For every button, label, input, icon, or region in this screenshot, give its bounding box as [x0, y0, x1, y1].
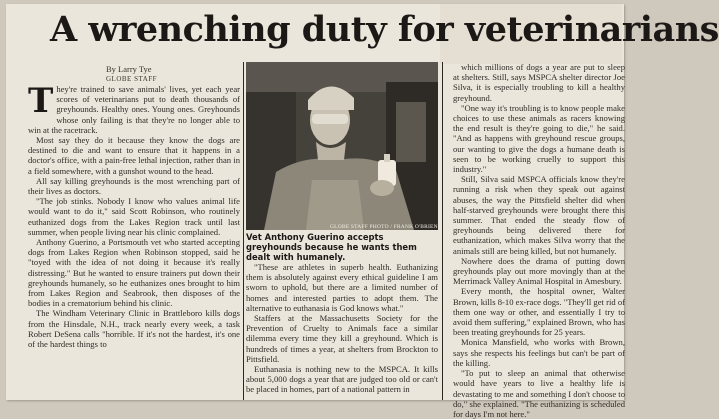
paragraph: Nowhere does the drama of putting down greyhounds play out more movingly than at the Merrimack Valley Animal Hospital in Amesbury. — [453, 255, 625, 287]
paragraph: All say killing greyhounds is the most wrenching part of their lives as doctors. — [28, 175, 240, 197]
column-3 — [453, 62, 625, 419]
column-1 — [28, 81, 240, 400]
paragraph: The Windham Veterinary Clinic in Brattleboro kills dogs from the Hinsdale, N.H., track nearly every week, a task Robert DeSena calls "horrible. If it's not the hardest, it's one of the hardest things to — [28, 308, 240, 350]
paragraph: which millions of dogs a year are put to sleep at shelters. Still, says MSPCA shelter director Joe Silva, it is especially troubling to kill a healthy greyhound. — [453, 62, 625, 103]
paragraph: Every month, the hospital owner, Walter Brown, kills 8-10 ex-race dogs. "They'll get rid of them one way or other, and essentially I try to avoid them suffering," explained Brown, who has been treating greyhounds for 25 years. — [453, 286, 625, 338]
paragraph: Monica Mansfield, who works with Brown, says she respects his feelings but can't be part of the killing. — [453, 337, 625, 368]
byline-author: By Larry Tye — [106, 64, 152, 74]
photo-caption: Vet Anthony Guerino accepts greyhounds because he wants them dealt with humanely. — [246, 232, 417, 262]
paragraph: Anthony Guerino, a Portsmouth vet who started accepting dogs from Lakes Region when Robinson stopped, said he "toyed with the idea of not doing it because it's really distressing." But he wanted to ensure trainers put down their greyhounds humanely, so he euthanizes ones brought to him from Lakes Region and Seabrook, then disposes of the bodies in a crematorium behind his clinic. — [28, 237, 240, 309]
paragraph: Most say they do it because they know the dogs are destined to die and want to ensure that it happens in a doctor's office, with a pain-free lethal injection, rather than in a field somewhere, with a gunshot wound to the head. — [28, 135, 240, 176]
column-rule — [442, 62, 443, 400]
news-photo — [246, 62, 438, 230]
paragraph: Euthanasia is nothing new to the MSPCA. It kills about 5,000 dogs a year that are judged too old or can't be placed in homes, part of a national pattern in — [246, 364, 438, 395]
photo-credit: GLOBE STAFF PHOTO / FRANK O'BRIEN — [330, 224, 438, 230]
column-rule — [243, 62, 244, 400]
paragraph: Staffers at the Massachusetts Society for the Prevention of Cruelty to Animals face a similar dilemma every time they kill a greyhound. Which is hundreds of times a year, at shelters from Brockton to Pittsfield. — [246, 313, 438, 364]
paragraph: "One way it's troubling is to know people make choices to use these animals as racers knowing the end result is they're going to die," he said. "And as happens with greyhound rescue groups, our wanting to give the dogs a humane death is seen to be working cruelly to support this industry." — [453, 102, 625, 175]
drop-cap: T — [28, 81, 54, 121]
paragraph-1: They're trained to save animals' lives, yet each year scores of veterinarians put to death thousands of greyhounds. Healthy ones. Young ones. Greyhounds whose only failing is that they're no longer able to win at the racetrack. — [28, 81, 240, 135]
paragraph: "The job stinks. Nobody I know who values animal life would want to do it," said Scott Robinson, who routinely euthanized dogs from the Lakes Region track until last summer, when people living near his clinic complained. — [28, 196, 240, 237]
byline — [106, 64, 157, 84]
paragraph: "To put to sleep an animal that otherwise would have years to live a healthy life is devastating to me and something I don't choose to do," she explained. "The euthanizing is scheduled for days I'm not here." — [453, 368, 625, 419]
paragraph: Still, Silva said MSPCA officials know they're running a risk when they speak out against abuses, the way the Pittsfield shelter did when half-starved greyhounds were brought there this summer. That ended the steady flow of greyhounds being delivered there for euthanization, which makes Silva worry that the animals still are being killed, but not humanely. — [453, 174, 625, 256]
paragraph: "These are athletes in superb health. Euthanizing them is absolutely against every ethical guideline I am sworn to uphold, but there are a limited number of homes and interested parties to adopt them. The alternative to euthanasia is God knows what." — [246, 262, 438, 313]
column-2 — [246, 262, 438, 402]
byline-staff: GLOBE STAFF — [106, 75, 158, 83]
headline: A wrenching duty for veterinarians — [50, 9, 719, 50]
